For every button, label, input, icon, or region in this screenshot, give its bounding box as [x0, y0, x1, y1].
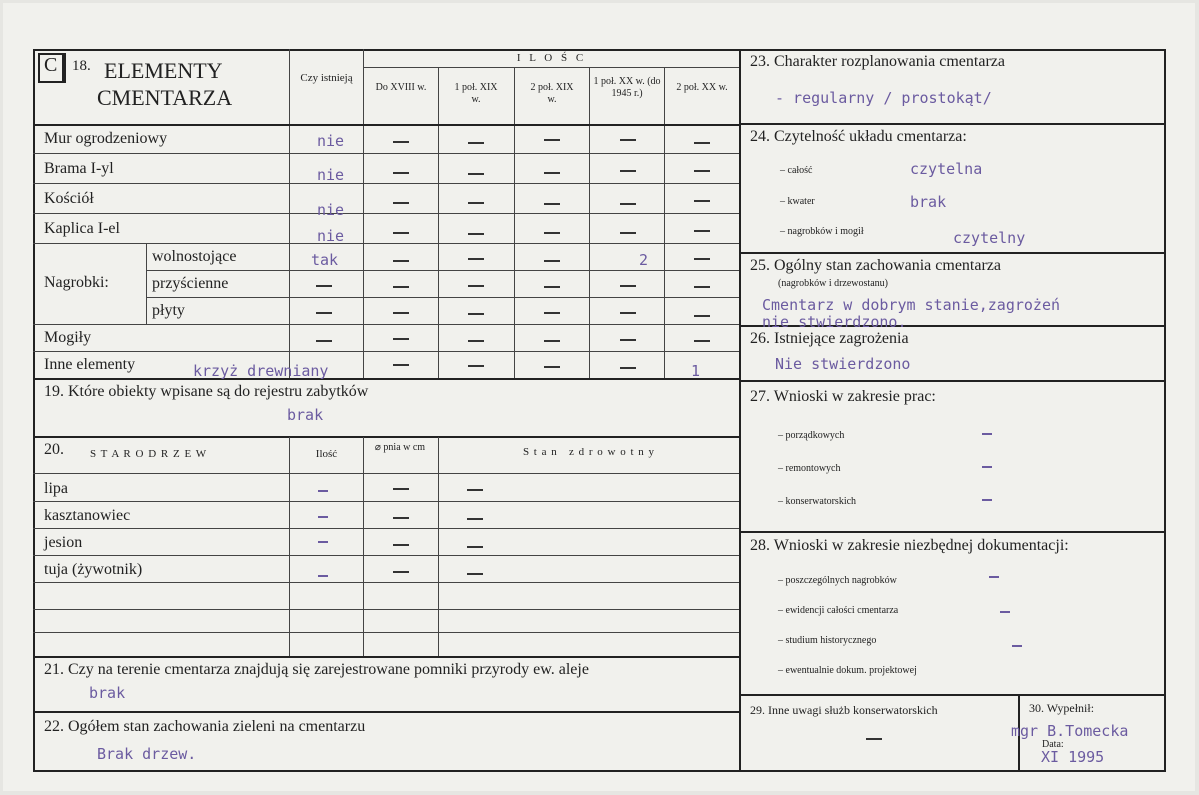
section21-value: brak [89, 684, 126, 702]
section28-dash-1 [989, 576, 999, 578]
section24-value-calosc: czytelna [910, 160, 983, 178]
section27-item-konserwatorskich: – konserwatorskich [778, 496, 857, 507]
row-label-brama: Brama I-yl [44, 160, 114, 177]
section28-dash-3 [1012, 645, 1022, 647]
section30-filled-by: mgr B.Tomecka [1011, 722, 1129, 740]
section18-title-line2: CMENTARZA [97, 85, 233, 110]
exists-value-kaplica: nie [317, 227, 345, 245]
tree-kasztanowiec: kasztanowiec [44, 507, 131, 524]
section30-date-label: Data: [1042, 739, 1064, 750]
section27-dash-3 [982, 499, 992, 501]
section30-date-value: XI 1995 [1041, 748, 1105, 766]
section18-number: 18. [72, 58, 91, 74]
section24-item-kwater: – kwater [780, 196, 815, 207]
section20-title: S T A R O D R Z E W [90, 448, 208, 460]
row-label-przyscienne: przyścienne [152, 275, 229, 292]
section27-dash-2 [982, 466, 992, 468]
section23-value: - regularny / prostokąt/ [775, 89, 992, 107]
col-pien-header: ⌀ pnia w cm [374, 442, 426, 453]
tree-lipa: lipa [44, 480, 68, 497]
section30-title: 30. Wypełnił: [1029, 701, 1095, 715]
section29-dash [866, 738, 882, 740]
exists-value-wolnostojace: tak [311, 251, 339, 269]
section28-item-studium: – studium historycznego [778, 635, 877, 646]
section23-title: 23. Charakter rozplanowania cmentarza [750, 53, 1005, 70]
section22-title: 22. Ogółem stan zachowania zieleni na cmentarzu [44, 718, 366, 735]
row-label-kaplica: Kaplica I-el [44, 220, 120, 237]
section29-title: 29. Inne uwagi służb konserwatorskich [750, 703, 938, 717]
period-header-xviii: Do XVIII w. [375, 82, 427, 93]
section22-value: Brak drzew. [97, 745, 197, 763]
section24-value-kwater: brak [910, 193, 947, 211]
section27-dash-1 [982, 433, 992, 435]
section24-value-nagrobkow: czytelny [953, 229, 1026, 247]
section19-title: 19. Które obiekty wpisane są do rejestru zabytków [44, 383, 369, 400]
exists-value-kosciol: nie [317, 201, 345, 219]
row-label-kosciol: Kościół [44, 190, 94, 207]
section27-item-porzadkowych: – porządkowych [778, 430, 845, 441]
ilosc-header: I L O Ś C [516, 52, 587, 64]
tree-tuja: tuja (żywotnik) [44, 561, 143, 578]
section28-dash-2 [1000, 611, 1010, 613]
row-label-mogily: Mogiły [44, 329, 92, 346]
section28-item-projektowej: – ewentualnie dokum. projektowej [778, 665, 917, 676]
tree-jesion: jesion [44, 534, 83, 551]
row-label-mur: Mur ogrodzeniowy [44, 130, 168, 147]
section25-value-line1: Cmentarz w dobrym stanie,zagrożeń [762, 296, 1061, 314]
section25-subtitle: (nagrobków i drzewostanu) [778, 278, 888, 289]
tab-letter: C [44, 54, 58, 76]
col-stan-header: S t a n z d r o w o t n y [522, 446, 656, 458]
exists-value-brama: nie [317, 166, 345, 184]
section24-item-calosc: – całość [780, 165, 813, 176]
section25-title: 25. Ogólny stan zachowania cmentarza [750, 257, 1002, 274]
period-header-2half-xix: 2 poł. XIX w. [530, 82, 574, 105]
col-ilosc-header: Ilość [315, 448, 338, 460]
exists-value-mur: nie [317, 132, 345, 150]
period-header-1half-xix: 1 poł. XIX w. [454, 82, 498, 105]
section21-title: 21. Czy na terenie cmentarza znajdują się zarejestrowane pomniki przyrody ew. aleje [44, 661, 589, 678]
section28-title: 28. Wnioski w zakresie niezbędnej dokumentacji: [750, 537, 1069, 554]
section19-value: brak [287, 406, 324, 424]
section25-value-line2: nie stwierdzono. [762, 313, 907, 331]
row-label-inne: Inne elementy [44, 356, 136, 373]
section28-item-ewidencji: – ewidencji całości cmentarza [778, 605, 899, 616]
nagrobki-label: Nagrobki: [44, 274, 109, 291]
row-label-plyty: płyty [152, 302, 185, 319]
section24-item-nagrobkow: – nagrobków i mogił [780, 226, 864, 237]
section20-number: 20. [44, 441, 64, 458]
row-label-wolnostojace: wolnostojące [152, 248, 237, 265]
count-value-wolnostojace-1half-xx: 2 [639, 251, 649, 269]
section24-title: 24. Czytelność układu cmentarza: [750, 128, 967, 145]
inne-note: krzyż drewniany [193, 362, 329, 380]
section27-item-remontowych: – remontowych [778, 463, 841, 474]
period-header-1half-xx: 1 poł. XX w. (do 1945 r.) [593, 76, 661, 99]
exists-header: Czy istnieją [300, 72, 353, 84]
section27-title: 27. Wnioski w zakresie prac: [750, 388, 936, 405]
section18-title-line1: ELEMENTY [104, 58, 223, 83]
section26-value: Nie stwierdzono [775, 355, 911, 373]
section28-item-nagrobkow: – poszczególnych nagrobków [778, 575, 897, 586]
section26-title: 26. Istniejące zagrożenia [750, 330, 909, 347]
period-header-2half-xx: 2 poł. XX w. [676, 82, 728, 93]
count-value-inne-2half-xx: 1 [691, 362, 701, 380]
